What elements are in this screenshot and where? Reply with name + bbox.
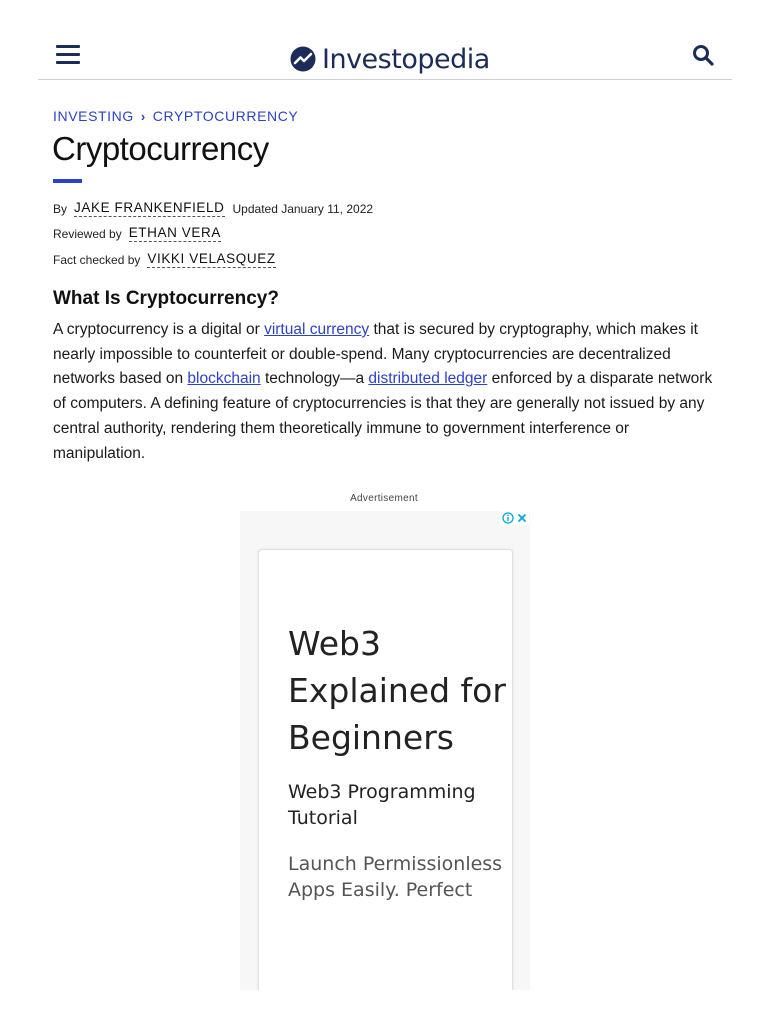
breadcrumb: [53, 108, 298, 124]
factchecker-role-label: Fact checked by: [53, 252, 141, 267]
breadcrumb-item-investing[interactable]: INVESTING: [53, 108, 134, 124]
distributed-ledger-link[interactable]: distributed ledger: [368, 370, 488, 388]
factchecker-link[interactable]: VIKKI VELASQUEZ: [147, 251, 276, 266]
ad-controls: [501, 511, 529, 525]
reviewer-role-label: Reviewed by: [53, 226, 122, 241]
investopedia-logo-icon: [290, 46, 316, 72]
updated-date: Updated January 11, 2022: [232, 201, 374, 216]
hamburger-menu-icon[interactable]: [56, 45, 80, 65]
paragraph-text: technology—a: [260, 370, 369, 388]
ad-subheadline: Web3 Programming Tutorial: [288, 781, 476, 829]
site-logo[interactable]: [290, 43, 490, 75]
byline-factchecker-row: [53, 251, 276, 268]
advertisement-label: Advertisement: [350, 493, 418, 504]
author-role-label: By: [53, 201, 68, 216]
reviewer-link[interactable]: ETHAN VERA: [128, 225, 221, 240]
article-paragraph: [53, 318, 715, 466]
title-underline: [53, 179, 82, 183]
page-title: Cryptocurrency: [52, 130, 269, 167]
paragraph-text: A cryptocurrency is a digital or: [53, 321, 265, 338]
site-header: [38, 30, 732, 80]
ad-description: Launch Permissionless Apps Easily. Perfect: [288, 853, 503, 901]
author-link[interactable]: JAKE FRANKENFIELD: [74, 200, 225, 215]
ad-card[interactable]: [258, 549, 513, 990]
paragraph-text: that is secured by cryptography, which makes it nearly impossible to counterfeit or double-spend. Many cryptocurrencies are decentralized networks based on: [53, 321, 698, 388]
chevron-right-icon: ›: [140, 108, 146, 124]
blockchain-link[interactable]: blockchain: [187, 370, 261, 388]
ad-headline: Web3 Explained for Beginners: [288, 624, 506, 757]
section-heading: What Is Cryptocurrency?: [53, 288, 279, 309]
advertisement-frame[interactable]: [240, 511, 530, 990]
logo-text: Investopedia: [322, 43, 490, 75]
byline-author-row: [53, 200, 373, 217]
byline-reviewer-row: [53, 225, 221, 242]
paragraph-text: enforced by a disparate network of computers. A defining feature of cryptocurrencies is that they are generally not issued by any central authority, rendering them theoretically immune to government interference or manipulation.: [53, 370, 713, 462]
virtual-currency-link[interactable]: virtual currency: [264, 321, 370, 338]
close-icon[interactable]: [515, 511, 529, 525]
search-icon[interactable]: [692, 44, 714, 66]
breadcrumb-item-cryptocurrency[interactable]: CRYPTOCURRENCY: [152, 108, 299, 124]
adchoices-info-icon[interactable]: [501, 511, 515, 525]
